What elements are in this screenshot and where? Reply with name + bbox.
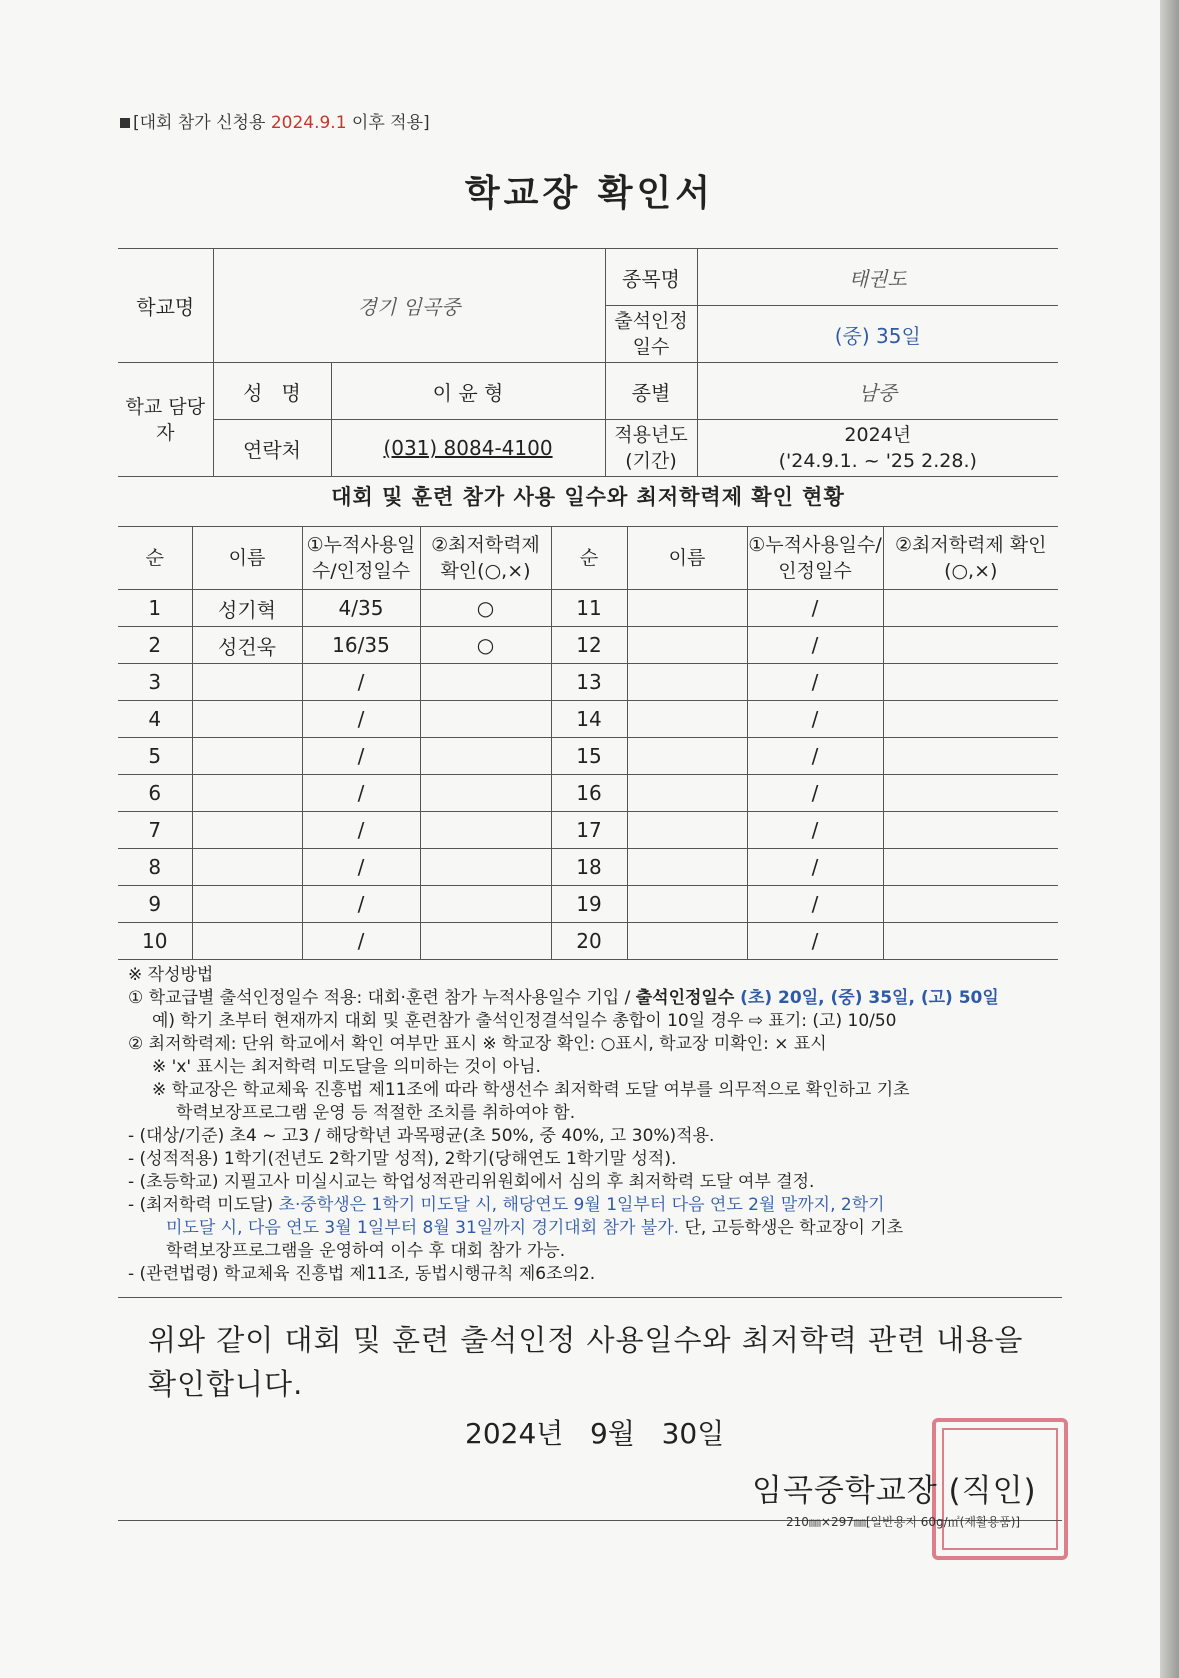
cell-days: / [747, 775, 883, 812]
cell-name [192, 701, 302, 738]
cell-check [420, 664, 551, 701]
header-name-2: 이름 [627, 527, 747, 590]
name-value: 이 윤 형 [331, 363, 605, 420]
attendance-label: 출석인정 일수 [605, 306, 697, 363]
confirm-date: 2024년 9월 30일 [465, 1417, 725, 1450]
cell-check [883, 812, 1058, 849]
table-row [118, 738, 1058, 775]
cell-no: 20 [551, 923, 627, 960]
status-rows [118, 590, 1058, 960]
tag-suffix: 이후 적용] [346, 113, 430, 133]
info-table [118, 248, 1058, 477]
cell-days: / [747, 627, 883, 664]
notes-heading: ※ 작성방법 [128, 965, 214, 985]
cell-no: 18 [551, 849, 627, 886]
cell-days: / [747, 738, 883, 775]
cell-no: 16 [551, 775, 627, 812]
cell-name [627, 627, 747, 664]
table-row [118, 812, 1058, 849]
cell-days: / [747, 701, 883, 738]
cell-check [420, 849, 551, 886]
event-value: 태권도 [697, 249, 1058, 306]
cell-days: / [302, 775, 420, 812]
form-tag [120, 108, 430, 133]
cell-check: ○ [420, 590, 551, 627]
detail-4-line2 [128, 1217, 1063, 1240]
school-value: 경기 임곡중 [213, 249, 605, 363]
period-value: ('24.9.1. ~ '25 2.28.) [778, 450, 977, 472]
detail-3: - (초등학교) 지필고사 미실시교는 학업성적관리위원회에서 심의 후 최저학력 도달 여부 결정. [128, 1172, 815, 1192]
school-label: 학교명 [118, 249, 213, 363]
detail-1: - (대상/기준) 초4 ~ 고3 / 해당학년 과목평균(초 50%, 중 40%, 고 30%)적용. [128, 1126, 715, 1146]
status-title: 대회 및 훈련 참가 사용 일수와 최저학력제 확인 현황 [331, 485, 845, 509]
detail-4-blue-1: 초·중학생은 1학기 미도달 시, 해당연도 9월 1일부터 다음 연도 2월 말까지, 2학기 [278, 1195, 885, 1215]
note-1-bold: 출석인정일수 [635, 988, 741, 1008]
cell-no: 2 [118, 627, 192, 664]
cell-no: 12 [551, 627, 627, 664]
cell-check [883, 701, 1058, 738]
table-row [118, 886, 1058, 923]
cell-no: 10 [118, 923, 192, 960]
notes [128, 964, 1063, 1286]
note-1-days: (초) 20일, (중) 35일, (고) 50일 [740, 988, 999, 1008]
cell-name [192, 738, 302, 775]
note-1 [128, 987, 1063, 1010]
manager-label: 학교 담당자 [118, 363, 213, 477]
cell-check [883, 849, 1058, 886]
divider-top [118, 1297, 1062, 1298]
header-check-2: ②최저학력제 확인(○,×) [883, 527, 1058, 590]
cell-no: 1 [118, 590, 192, 627]
header-check: ②최저학력제 확인(○,×) [420, 527, 551, 590]
confirm-line-1: 위와 같이 대회 및 훈련 출석인정 사용일수와 최저학력 관련 내용을 [148, 1323, 1024, 1357]
header-no-2: 순 [551, 527, 627, 590]
attendance-value: (중) 35일 [697, 306, 1058, 363]
cell-no: 15 [551, 738, 627, 775]
cell-no: 4 [118, 701, 192, 738]
paper-spec: 210㎜×297㎜[일반용지 60g/㎡(재활용품)] [786, 1515, 1021, 1529]
cell-no: 7 [118, 812, 192, 849]
cell-no: 3 [118, 664, 192, 701]
cell-name [192, 886, 302, 923]
header-name: 이름 [192, 527, 302, 590]
year-value: 2024년 [844, 424, 912, 446]
cell-name [627, 886, 747, 923]
table-row [118, 849, 1058, 886]
name-label: 성 명 [213, 363, 331, 420]
table-row [118, 590, 1058, 627]
page-title: 학교장 확인서 [464, 173, 715, 214]
cell-check [420, 701, 551, 738]
confirm-statement [148, 1318, 1048, 1406]
cell-check [883, 738, 1058, 775]
cell-name [627, 923, 747, 960]
cell-days: / [302, 738, 420, 775]
cell-days: 4/35 [302, 590, 420, 627]
cell-name [192, 812, 302, 849]
cell-days: / [747, 664, 883, 701]
table-row [118, 627, 1058, 664]
header-days: ①누적사용일수/인정일수 [302, 527, 420, 590]
cell-name [627, 738, 747, 775]
header-no: 순 [118, 527, 192, 590]
cell-check [883, 590, 1058, 627]
detail-4-line3: 학력보장프로그램을 운영하여 이수 후 대회 참가 가능. [166, 1241, 566, 1261]
cell-check [420, 775, 551, 812]
event-label: 종목명 [605, 249, 697, 306]
table-row [118, 701, 1058, 738]
note-2-b1: ※ 학교장은 학교체육 진흥법 제11조에 따라 학생선수 최저학력 도달 여부를 의무적으로 확인하고 기초 [152, 1080, 910, 1100]
cell-days: / [302, 886, 420, 923]
square-icon [120, 118, 130, 128]
note-1-text: ① 학교급별 출석인정일수 적용: 대회·훈련 참가 누적사용일수 기입 / [128, 988, 636, 1008]
tag-date: 2024.9.1 [270, 113, 347, 133]
cell-days: / [747, 886, 883, 923]
confirm-line-2: 확인합니다. [148, 1367, 304, 1401]
cell-no: 8 [118, 849, 192, 886]
cell-name [192, 849, 302, 886]
detail-2: - (성적적용) 1학기(전년도 2학기말 성적), 2학기(당해연도 1학기말 성적). [128, 1149, 677, 1169]
cell-days: / [302, 812, 420, 849]
cell-no: 17 [551, 812, 627, 849]
contact-number: (031) 8084-4100 [383, 436, 553, 460]
cell-check [420, 738, 551, 775]
cell-name [627, 701, 747, 738]
year-label: 적용년도 (기간) [605, 420, 697, 477]
cell-name: 성건욱 [192, 627, 302, 664]
signer: 임곡중학교장 (직인) [752, 1473, 1037, 1509]
detail-4-label: - (최저학력 미도달) [128, 1195, 279, 1215]
table-row [118, 923, 1058, 960]
gender-value: 남중 [697, 363, 1058, 420]
cell-name [627, 664, 747, 701]
cell-check [883, 664, 1058, 701]
page-edge [1160, 0, 1179, 1678]
cell-days: / [302, 923, 420, 960]
cell-check [883, 923, 1058, 960]
cell-days: / [302, 849, 420, 886]
header-days-2: ①누적사용일수/인정일수 [747, 527, 883, 590]
cell-name [192, 664, 302, 701]
cell-days: / [747, 923, 883, 960]
note-2-b2: 학력보장프로그램 운영 등 적절한 조치를 취하여야 함. [176, 1103, 576, 1123]
cell-check [420, 923, 551, 960]
cell-days: / [747, 849, 883, 886]
cell-no: 5 [118, 738, 192, 775]
cell-name [627, 590, 747, 627]
cell-no: 6 [118, 775, 192, 812]
cell-check [883, 886, 1058, 923]
cell-name [192, 775, 302, 812]
cell-name [627, 849, 747, 886]
cell-days: / [302, 664, 420, 701]
year-cell [697, 420, 1058, 477]
table-row [118, 664, 1058, 701]
cell-days: 16/35 [302, 627, 420, 664]
cell-days: / [747, 590, 883, 627]
detail-4-text: 단, 고등학생은 학교장이 기초 [679, 1218, 904, 1238]
cell-check: ○ [420, 627, 551, 664]
cell-days: / [747, 812, 883, 849]
cell-check [883, 775, 1058, 812]
cell-name [627, 812, 747, 849]
gender-label: 종별 [605, 363, 697, 420]
cell-no: 14 [551, 701, 627, 738]
cell-name [627, 775, 747, 812]
note-2: ② 최저학력제: 단위 학교에서 확인 여부만 표시 ※ 학교장 확인: ○표시, 학교장 미확인: × 표시 [128, 1034, 827, 1054]
contact-label: 연락처 [213, 420, 331, 477]
cell-check [420, 812, 551, 849]
cell-check [883, 627, 1058, 664]
detail-4 [128, 1194, 1063, 1217]
cell-name: 성기혁 [192, 590, 302, 627]
cell-no: 9 [118, 886, 192, 923]
detail-5: - (관련법령) 학교체육 진흥법 제11조, 동법시행규칙 제6조의2. [128, 1264, 596, 1284]
note-1-example: 예) 학기 초부터 현재까지 대회 및 훈련참가 출석인정결석일수 총합이 10일 경우 ⇨ 표기: (고) 10/50 [152, 1011, 897, 1031]
status-table [118, 526, 1058, 960]
cell-no: 19 [551, 886, 627, 923]
cell-name [192, 923, 302, 960]
cell-days: / [302, 701, 420, 738]
table-row [118, 775, 1058, 812]
detail-4-blue-2: 미도달 시, 다음 연도 3월 1일부터 8월 31일까지 경기대회 참가 불가. [166, 1218, 680, 1238]
cell-no: 11 [551, 590, 627, 627]
tag-prefix: [대회 참가 신청용 [133, 113, 271, 133]
note-2-a: ※ 'x' 표시는 최저학력 미도달을 의미하는 것이 아님. [152, 1057, 541, 1077]
cell-no: 13 [551, 664, 627, 701]
cell-check [420, 886, 551, 923]
contact-value [331, 420, 605, 477]
